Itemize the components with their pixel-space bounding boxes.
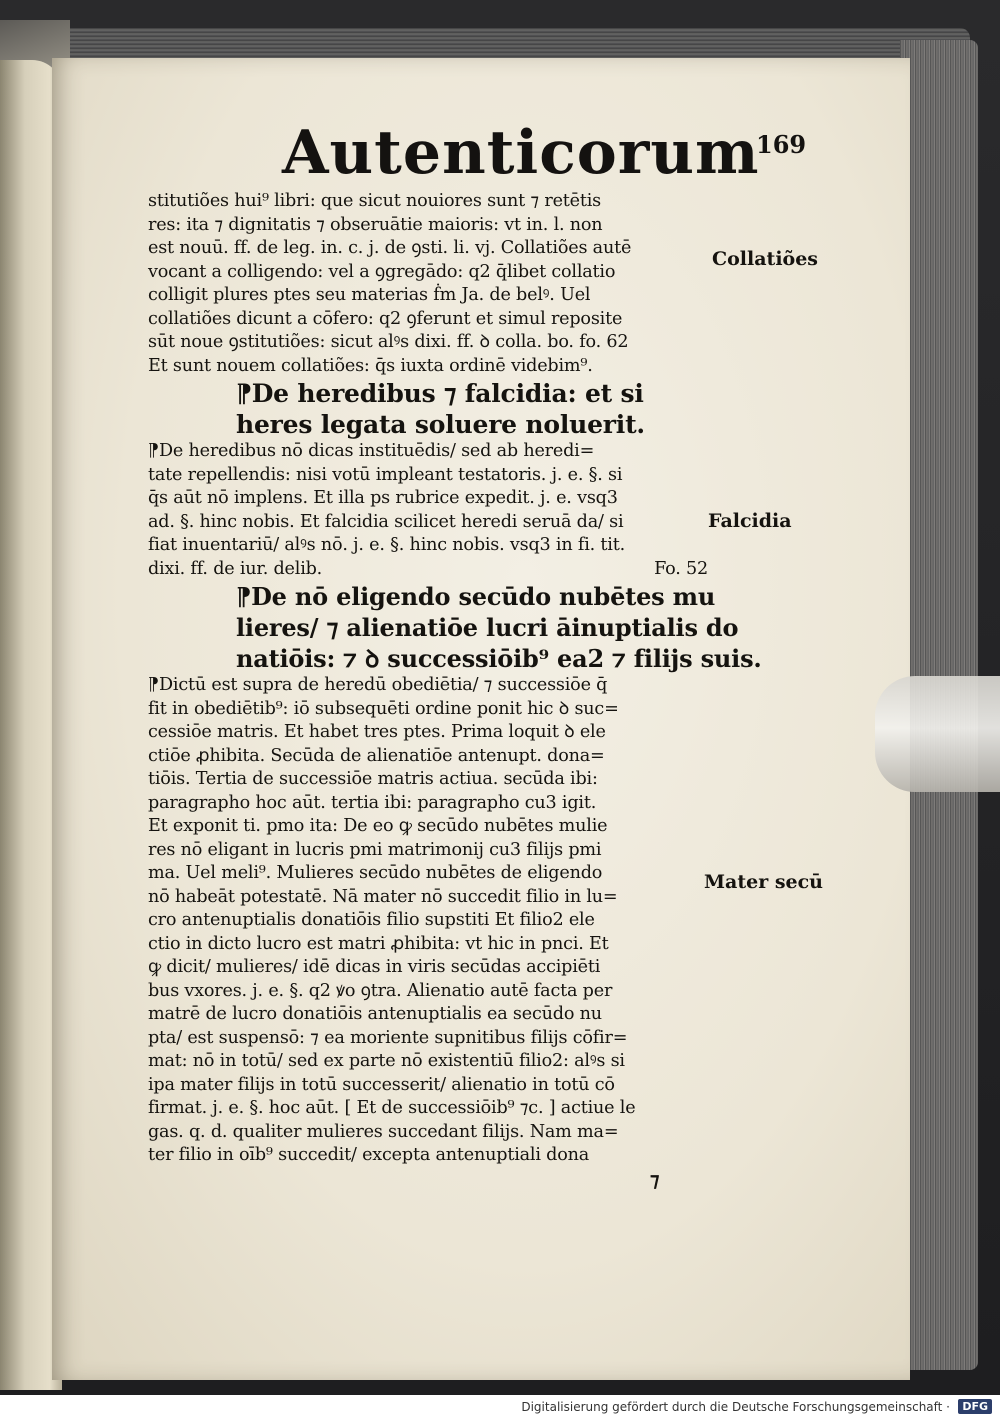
- text-line: colligit plures ptes seu materias ḟm Ja. de belꝰ. Uel: [148, 285, 591, 305]
- rubric-heading: ⁋De heredibus ⁊ falcidia: et si: [236, 379, 644, 408]
- text-line: bus vxores. j. e. §. q2 ꝟo ꝯtra. Alienatio autē facta per: [148, 980, 613, 1001]
- text-line: [148, 558, 708, 582]
- text-line: ter filio in oīb⁹ succedit/ excepta antenuptiali dona: [148, 1145, 590, 1165]
- rubric-heading: heres legata soluere noluerit.: [236, 410, 645, 439]
- running-head: Autenticorum: [282, 118, 760, 188]
- text-line: mat: nō in totū/ sed ex parte nō existentiū filio2: alꝰs si: [148, 1051, 625, 1071]
- text-line: collatiões dicunt a cōfero: q2 ꝯferunt et simul reposite: [148, 308, 623, 329]
- text-line: matrē de lucro donatiōis antenuptialis ea secūdo nu: [148, 1004, 602, 1024]
- dfg-logo: DFG: [958, 1399, 992, 1414]
- text-line-content: dixi. ff. de iur. delib.: [148, 558, 323, 579]
- rubric-heading: natiōis: ⁊ ꝺ successiōib⁹ ea2 ⁊ filijs suis.: [236, 644, 762, 673]
- footer-bar: [0, 1395, 1000, 1420]
- text-line: ⁋Dictū est supra de heredū obediētia/ ⁊ successiōe q̄: [148, 675, 608, 695]
- catchword: ⁊: [650, 1169, 660, 1191]
- marginal-note: Mater secū: [704, 871, 824, 893]
- folio-number: 169: [756, 130, 807, 159]
- text-line: ma. Uel meli⁹. Mulieres secūdo nubētes de eligendo: [148, 863, 603, 883]
- text-line: sūt noue ꝯstitutiões: sicut alꝰs dixi. ff. ꝺ colla. bo. fo. 62: [148, 332, 629, 352]
- text-line: ad. §. hinc nobis. Et falcidia scilicet heredi seruā da/ si: [148, 511, 624, 532]
- text-line: stitutiões hui⁹ libri: que sicut nouiores sunt ⁊ retētis: [148, 191, 601, 211]
- rubric-heading: ⁋De nō eligendo secūdo nubētes mu: [236, 582, 716, 611]
- text-line: q̄s aūt nō implens. Et illa ps rubrice expedit. j. e. vsq3: [148, 488, 618, 508]
- marginal-note: Falcidia: [708, 510, 792, 532]
- text-line: cro antenuptialis donatiōis filio supstiti Et filio2 ele: [148, 910, 595, 930]
- text-line: ctiōe ꝓhibita. Secūda de alienatiōe antenupt. dona=: [148, 745, 605, 766]
- text-line: cessiōe matris. Et habet tres ptes. Prima loquit ꝺ ele: [148, 722, 606, 742]
- text-line: gas. q. d. qualiter mulieres succedant filijs. Nam ma=: [148, 1121, 619, 1142]
- marginal-note: Collatiões: [712, 248, 818, 270]
- right-page: [52, 58, 910, 1380]
- text-line: ꝙ dicit/ mulieres/ idē dicas in viris secūdas accipiēti: [148, 957, 601, 977]
- folio-reference: Fo. 52: [654, 558, 708, 579]
- text-line: fiat inuentariū/ alꝰs nō. j. e. §. hinc nobis. vsq3 in fi. tit.: [148, 535, 625, 555]
- text-line: ipa mater filijs in totū successerit/ alienatio in totū cō: [148, 1074, 615, 1095]
- text-line: pta/ est suspensō: ⁊ ea moriente supnitibus filijs cōfir=: [148, 1027, 628, 1048]
- text-line: tiōis. Tertia de successiōe matris actiua. secūda ibi:: [148, 769, 598, 789]
- text-line: Et sunt nouem collatiões: q̄s iuxta ordinē videbim⁹.: [148, 355, 593, 376]
- text-block: [148, 190, 762, 1168]
- text-line: paragrapho hoc aūt. tertia ibi: paragrapho cu3 igit.: [148, 792, 597, 813]
- text-line: vocant a colligendo: vel a ꝯgregādo: q2 q̄libet collatio: [148, 261, 616, 282]
- text-line: res nō eligant in lucris pmi matrimonij cu3 filijs pmi: [148, 839, 602, 860]
- page-weight-clip: [875, 676, 1000, 792]
- rubric-heading: lieres/ ⁊ alienatiōe lucri āinuptialis do: [236, 613, 739, 642]
- text-line: tate repellendis: nisi votū impleant testatoris. j. e. §. si: [148, 464, 623, 485]
- text-line: Et exponit ti. pmo ita: De eo ꝙ secūdo nubētes mulie: [148, 816, 608, 836]
- text-line: est nouū. ff. de leg. in. c. j. de ꝯsti. li. vj. Collatiões autē: [148, 238, 632, 258]
- text-line: firmat. j. e. §. hoc aūt. [ Et de successiōib⁹ ⁊c. ] actiue le: [148, 1098, 636, 1118]
- text-line: ⁋De heredibus nō dicas instituēdis/ sed ab heredi=: [148, 441, 595, 461]
- text-line: ctio in dicto lucro est matri ꝓhibita: vt hic in pnci. Et: [148, 933, 609, 954]
- text-line: nō habeāt potestatē. Nā mater nō succedit filio in lu=: [148, 886, 618, 907]
- funding-credit: Digitalisierung gefördert durch die Deutsche Forschungsgemeinschaft ·: [521, 1400, 950, 1414]
- text-line: fit in obediētib⁹: iō subsequēti ordine ponit hic ꝺ suc=: [148, 698, 619, 719]
- text-line: res: ita ⁊ dignitatis ⁊ obseruātie maioris: vt in. l. non: [148, 214, 603, 235]
